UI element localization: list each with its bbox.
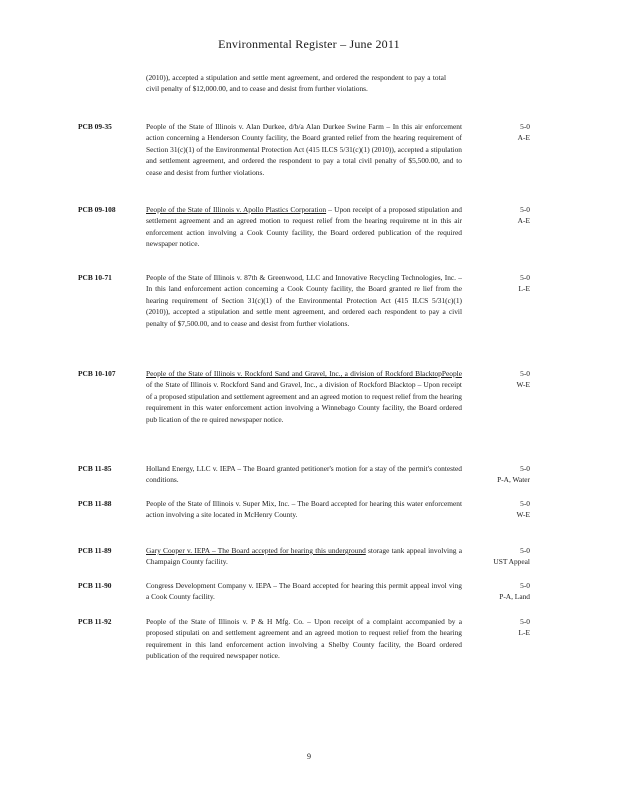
case-description: People of the State of Illinois v. P & H Mfg. Co. – Upon receipt of a complaint accompanied by a proposed stipulati on and settlement agreement and an agreed motion to request relief from the hearing requirement in this land enforcement action involving a Shelby County facility, the Board ordered publication of the required newspaper notice.	[146, 617, 462, 661]
case-description: People of the State of Illinois v. Super Mix, Inc. – The Board accepted for hearing this water enforcement action involving a site located in McHenry County.	[146, 499, 462, 520]
vote-block	[519, 272, 531, 295]
vote-block	[499, 580, 530, 603]
vote-block	[518, 121, 530, 144]
vote-block	[493, 545, 530, 568]
case-type: W-E	[516, 510, 530, 520]
case-number: PCB 10-71	[78, 273, 112, 282]
case-number: PCB 09-35	[78, 122, 112, 131]
page-header: Environmental Register – June 2011	[218, 37, 400, 51]
case-summary: – Upon receipt of a proposed stipulation and settlement agreement and an agreed motion to request relief from the hearing requireme nt in this air enforcement action involving a Cook County facility, the Board ordered publication of the required newspaper notice.	[146, 205, 462, 249]
case-description: Congress Development Company v. IEPA – The Board accepted for hearing this permit appeal invol ving a Cook County facility.	[146, 581, 462, 602]
vote-count: 5-0	[520, 122, 530, 131]
case-type: UST Appeal	[493, 557, 530, 567]
vote-count: 5-0	[520, 499, 530, 508]
case-number: PCB 11-92	[78, 617, 112, 626]
page-number: 9	[307, 752, 311, 761]
case-caption: People of the State of Illinois v. Apollo Plastics Corporation	[146, 205, 327, 214]
case-type: P-A, Land	[499, 592, 530, 602]
case-type: L-E	[518, 284, 530, 294]
vote-count: 5-0	[520, 273, 530, 282]
case-caption: Gary Cooper v. IEPA – The Board accepted for hearing this underground	[146, 546, 366, 555]
vote-block	[497, 463, 530, 486]
case-description	[146, 204, 462, 250]
case-summary: storage tank appeal involving a Champaign County facility.	[146, 546, 462, 567]
vote-count: 5-0	[520, 617, 530, 626]
vote-count: 5-0	[520, 581, 530, 590]
vote-block	[516, 368, 530, 391]
case-number: PCB 11-85	[78, 464, 112, 473]
case-type: L-E	[518, 628, 530, 638]
case-summary: of the State of Illinois v. Rockford Sand and Gravel, Inc., a division of Rockford Blacktop – Upon receipt of a proposed stipulation and settlement agreement and an agreed motion to request relief from the hearing requirement in this water enforcement action involving a Winnebago County facility, the Board ordered pub lication of the re quired newspaper notice.	[146, 380, 462, 424]
vote-block	[518, 204, 530, 227]
vote-count: 5-0	[520, 205, 530, 214]
continued-paragraph: (2010)), accepted a stipulation and settle ment agreement, and ordered the respondent to pay a total civil penalty of $12,000.00, and to cease and desist from further violations.	[146, 73, 446, 94]
vote-block	[516, 498, 530, 521]
case-caption: People of the State of Illinois v. Rockford Sand and Gravel, Inc., a division of Rockford BlacktopPeople	[146, 369, 462, 378]
case-description	[146, 368, 462, 425]
case-type: W-E	[516, 380, 530, 390]
case-type: A-E	[517, 216, 530, 226]
vote-count: 5-0	[520, 464, 530, 473]
vote-count: 5-0	[520, 546, 530, 555]
case-type: A-E	[517, 133, 530, 143]
case-number: PCB 09-108	[78, 205, 116, 214]
case-number: PCB 11-90	[78, 581, 112, 590]
case-description: People of the State of Illinois v. 87th & Greenwood, LLC and Innovative Recycling Technologies, Inc. – In this land enforcement action concerning a Cook County facility, the Board granted re lief from the hearing requirement of Section 31(c)(1) of the Environmental Protection Act (415 ILCS 5/31(c)(1) (2010)), accepted a stipulation and settle ment agreement, and ordered each respondent to pay a civil penalty of $7,500.00, and to cease and desist from further violations.	[146, 273, 462, 328]
vote-block	[519, 616, 531, 639]
case-description: People of the State of Illinois v. Alan Durkee, d/b/a Alan Durkee Swine Farm – In this air enforcement action concerning a Henderson County facility, the Board granted relief from the hearing requirement of Section 31(c)(1) of the Environmental Protection Act (415 ILCS 5/31(c)(1) (2010)), accepted a stipulation and settlement agreement, and ordered the respondent to pay a total civil penalty of $5,500.00, and to cease and desist from further violations.	[146, 122, 462, 177]
case-number: PCB 11-89	[78, 546, 112, 555]
case-number: PCB 10-107	[78, 369, 116, 378]
case-description	[146, 545, 462, 568]
case-type: P-A, Water	[497, 475, 530, 485]
case-description: Holland Energy, LLC v. IEPA – The Board granted petitioner's motion for a stay of the permit's contested conditions.	[146, 464, 462, 485]
case-number: PCB 11-88	[78, 499, 112, 508]
vote-count: 5-0	[520, 369, 530, 378]
